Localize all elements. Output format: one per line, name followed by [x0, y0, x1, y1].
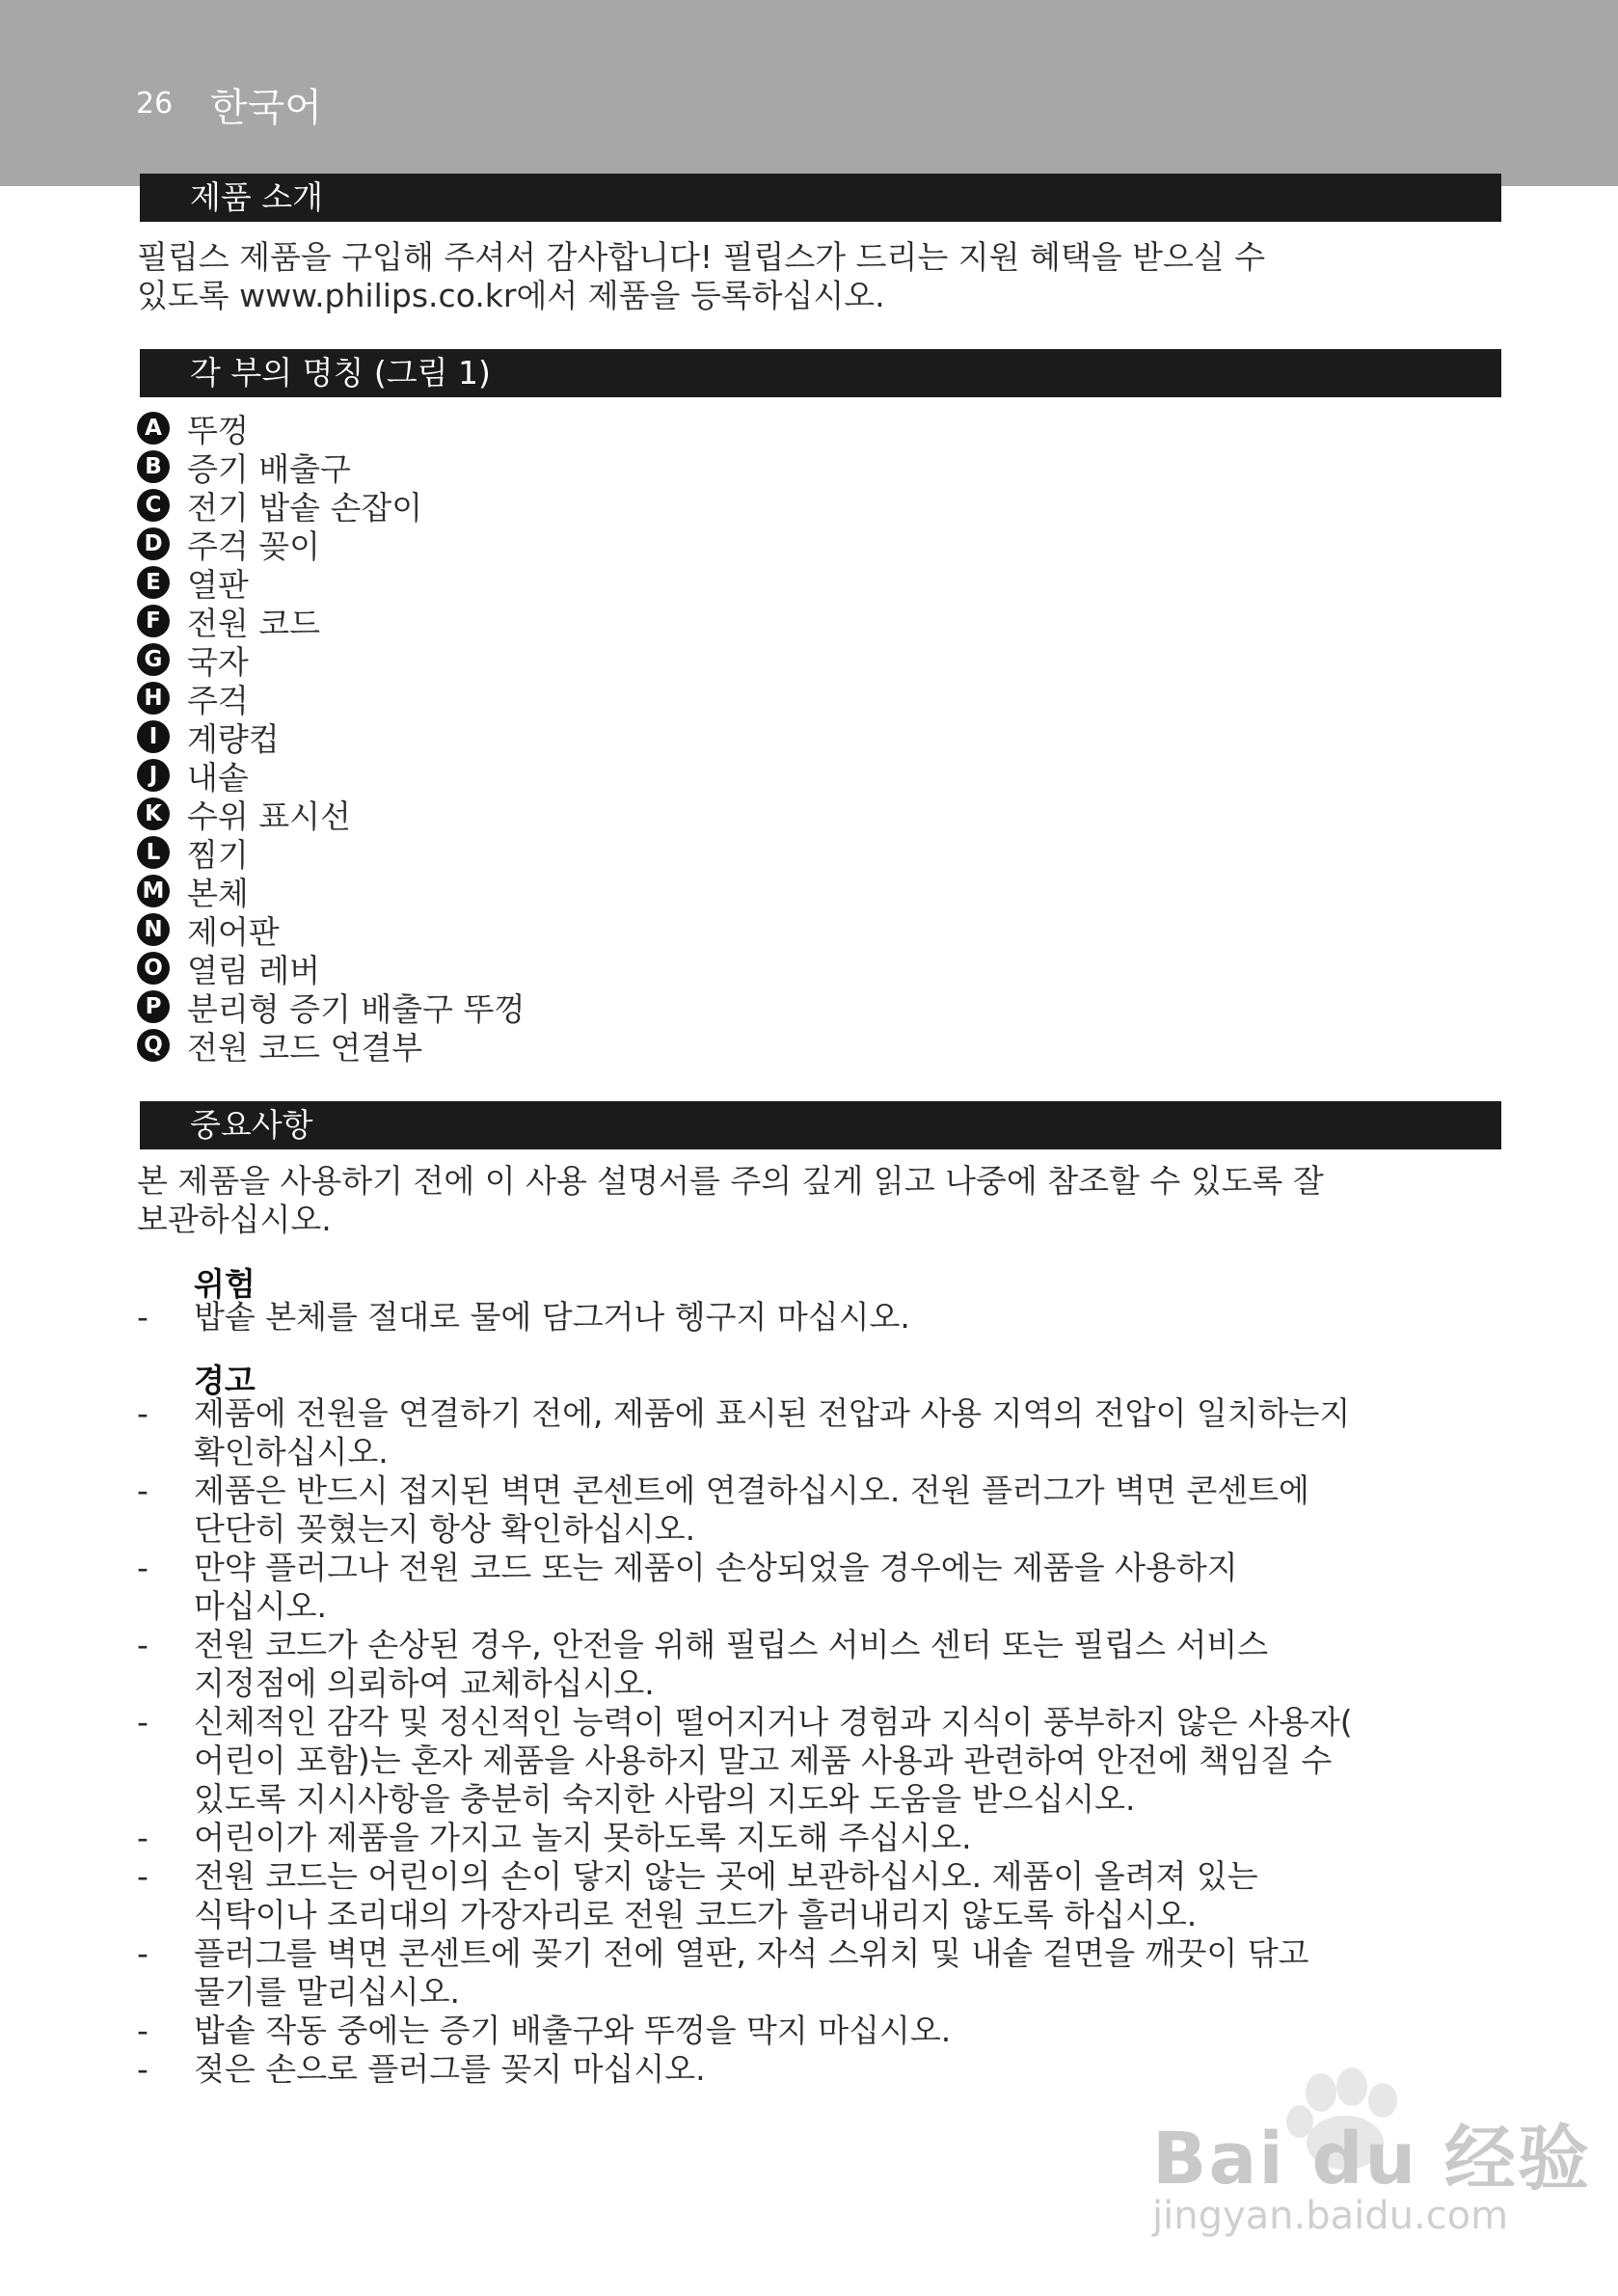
part-letter-badge: G [137, 643, 170, 676]
part-letter-badge: M [137, 875, 170, 907]
part-label: 전원 코드 [187, 604, 321, 642]
part-letter-badge: E [137, 566, 170, 599]
page-number: 26 [136, 87, 174, 121]
danger-list [137, 1298, 1506, 1337]
part-label: 분리형 증기 배출구 뚜껑 [187, 989, 526, 1028]
part-label: 내솥 [187, 758, 249, 797]
bullet-line: 신체적인 감각 및 정신적인 능력이 떨어지거나 경험과 지식이 풍부하지 않은 사용자( [194, 1703, 1353, 1741]
part-label: 제어판 [187, 912, 280, 951]
bullet-line: 전원 코드가 손상된 경우, 안전을 위해 필립스 서비스 센터 또는 필립스 서비스 [194, 1626, 1269, 1663]
intro-line: 필립스 제품을 구입해 주셔서 감사합니다! 필립스가 드리는 지원 혜택을 받으실 수 [137, 238, 1266, 276]
part-item [137, 1026, 525, 1065]
important-line: 보관하십시오. [137, 1201, 332, 1238]
part-label: 주걱 [187, 681, 249, 719]
part-letter-badge: F [137, 605, 170, 637]
part-label: 전기 밥솥 손잡이 [187, 488, 423, 527]
bullet-dash: - [137, 1626, 148, 1663]
bullet-line: 전원 코드는 어린이의 손이 닿지 않는 곳에 보관하십시오. 제품이 올려져 있는 [194, 1857, 1258, 1895]
part-letter-badge: C [137, 489, 170, 522]
part-item [137, 717, 525, 756]
bullet-item [137, 1703, 1506, 1819]
bullet-dash: - [137, 1472, 148, 1509]
warning-heading: 경고 [194, 1362, 256, 1399]
part-letter-badge: P [137, 990, 170, 1023]
part-label: 열림 레버 [187, 951, 321, 989]
watermark-brand: Bai du 经验 [1152, 2118, 1591, 2201]
part-label: 수위 표시선 [187, 797, 351, 835]
bullet-line: 제품은 반드시 접지된 벽면 콘센트에 연결하십시오. 전원 플러그가 벽면 콘센트에 [194, 1472, 1309, 1509]
bullet-dash: - [137, 1934, 148, 1972]
part-letter-badge: D [137, 527, 170, 560]
bullet-line: 밥솥 본체를 절대로 물에 담그거나 헹구지 마십시오. [194, 1298, 910, 1336]
bullet-item [137, 1549, 1506, 1626]
part-label: 국자 [187, 642, 249, 681]
part-item [137, 833, 525, 872]
part-item [137, 679, 525, 717]
bullet-dash: - [137, 1549, 148, 1586]
part-letter-badge: O [137, 952, 170, 985]
bullet-item [137, 1626, 1506, 1703]
bullet-dash: - [137, 2050, 148, 2088]
part-item [137, 640, 525, 679]
part-letter-badge: L [137, 836, 170, 869]
part-letter-badge: B [137, 450, 170, 483]
part-item [137, 525, 525, 563]
bullet-item [137, 1934, 1506, 2012]
part-label: 찜기 [187, 835, 249, 874]
part-item [137, 756, 525, 795]
part-label: 전원 코드 연결부 [187, 1028, 423, 1067]
bullet-item [137, 1819, 1506, 1857]
part-label: 계량컵 [187, 719, 280, 758]
part-letter-badge: J [137, 759, 170, 792]
bullet-item [137, 2012, 1506, 2050]
section-title-parts: 각 부의 명칭 (그림 1) [140, 349, 1501, 397]
part-letter-badge: H [137, 682, 170, 715]
bullet-item [137, 1298, 1506, 1337]
part-label: 증기 배출구 [187, 449, 351, 488]
bullet-line: 젖은 손으로 플러그를 꽂지 마십시오. [194, 2050, 706, 2088]
watermark-url: jingyan.baidu.com [1152, 2194, 1509, 2238]
bullet-line: 마십시오. [194, 1587, 328, 1625]
bullet-item [137, 1394, 1506, 1472]
bullet-line: 식탁이나 조리대의 가장자리로 전원 코드가 흘러내리지 않도록 하십시오. [194, 1896, 1198, 1933]
part-letter-badge: K [137, 797, 170, 830]
part-label: 열판 [187, 565, 249, 604]
part-item [137, 910, 525, 949]
bullet-dash: - [137, 1819, 148, 1856]
bullet-line: 플러그를 벽면 콘센트에 꽂기 전에 열판, 자석 스위치 및 내솥 겉면을 깨끗이 닦고 [194, 1934, 1309, 1972]
part-item [137, 795, 525, 833]
part-item [137, 563, 525, 602]
part-item [137, 949, 525, 987]
part-item [137, 409, 525, 447]
bullet-line: 지정점에 의뢰하여 교체하십시오. [194, 1664, 655, 1702]
important-paragraph [137, 1162, 1506, 1239]
bullet-item [137, 1857, 1506, 1934]
bullet-line: 어린이 포함)는 혼자 제품을 사용하지 말고 제품 사용과 관련하여 안전에 책임질 수 [194, 1742, 1333, 1779]
part-item [137, 486, 525, 525]
part-item [137, 602, 525, 640]
part-item [137, 447, 525, 486]
important-line: 본 제품을 사용하기 전에 이 사용 설명서를 주의 깊게 읽고 나중에 참조할 수 있도록 잘 [137, 1162, 1324, 1200]
bullet-dash: - [137, 2012, 148, 2049]
part-item [137, 987, 525, 1026]
intro-line: 있도록 www.philips.co.kr에서 제품을 등록하십시오. [137, 277, 885, 314]
part-label: 뚜껑 [187, 411, 249, 449]
bullet-line: 있도록 지시사항을 충분히 숙지한 사람의 지도와 도움을 받으십시오. [194, 1780, 1136, 1818]
page-language-title: 한국어 [210, 86, 322, 130]
part-item [137, 872, 525, 910]
part-letter-badge: N [137, 913, 170, 946]
bullet-dash: - [137, 1394, 148, 1432]
bullet-line: 단단히 꽂혔는지 항상 확인하십시오. [194, 1510, 696, 1548]
section-title-important: 중요사항 [140, 1101, 1501, 1149]
danger-heading: 위험 [194, 1265, 256, 1303]
intro-paragraph [137, 238, 1506, 315]
section-title-intro: 제품 소개 [140, 174, 1501, 222]
bullet-line: 제품에 전원을 연결하기 전에, 제품에 표시된 전압과 사용 지역의 전압이 일치하는지 [194, 1394, 1351, 1432]
parts-list [137, 409, 525, 1065]
part-label: 주걱 꽂이 [187, 527, 321, 565]
part-letter-badge: A [137, 412, 170, 445]
part-letter-badge: I [137, 720, 170, 753]
bullet-dash: - [137, 1703, 148, 1741]
bullet-dash: - [137, 1857, 148, 1895]
part-letter-badge: Q [137, 1029, 170, 1062]
part-label: 본체 [187, 874, 249, 912]
bullet-line: 밥솥 작동 중에는 증기 배출구와 뚜껑을 막지 마십시오. [194, 2012, 952, 2049]
bullet-item [137, 1472, 1506, 1549]
warning-list [137, 1394, 1506, 2089]
bullet-line: 만약 플러그나 전원 코드 또는 제품이 손상되었을 경우에는 제품을 사용하지 [194, 1549, 1238, 1586]
bullet-dash: - [137, 1298, 148, 1336]
bullet-line: 어린이가 제품을 가지고 놀지 못하도록 지도해 주십시오. [194, 1819, 972, 1856]
bullet-line: 물기를 말리십시오. [194, 1973, 461, 2011]
bullet-line: 확인하십시오. [194, 1433, 389, 1471]
